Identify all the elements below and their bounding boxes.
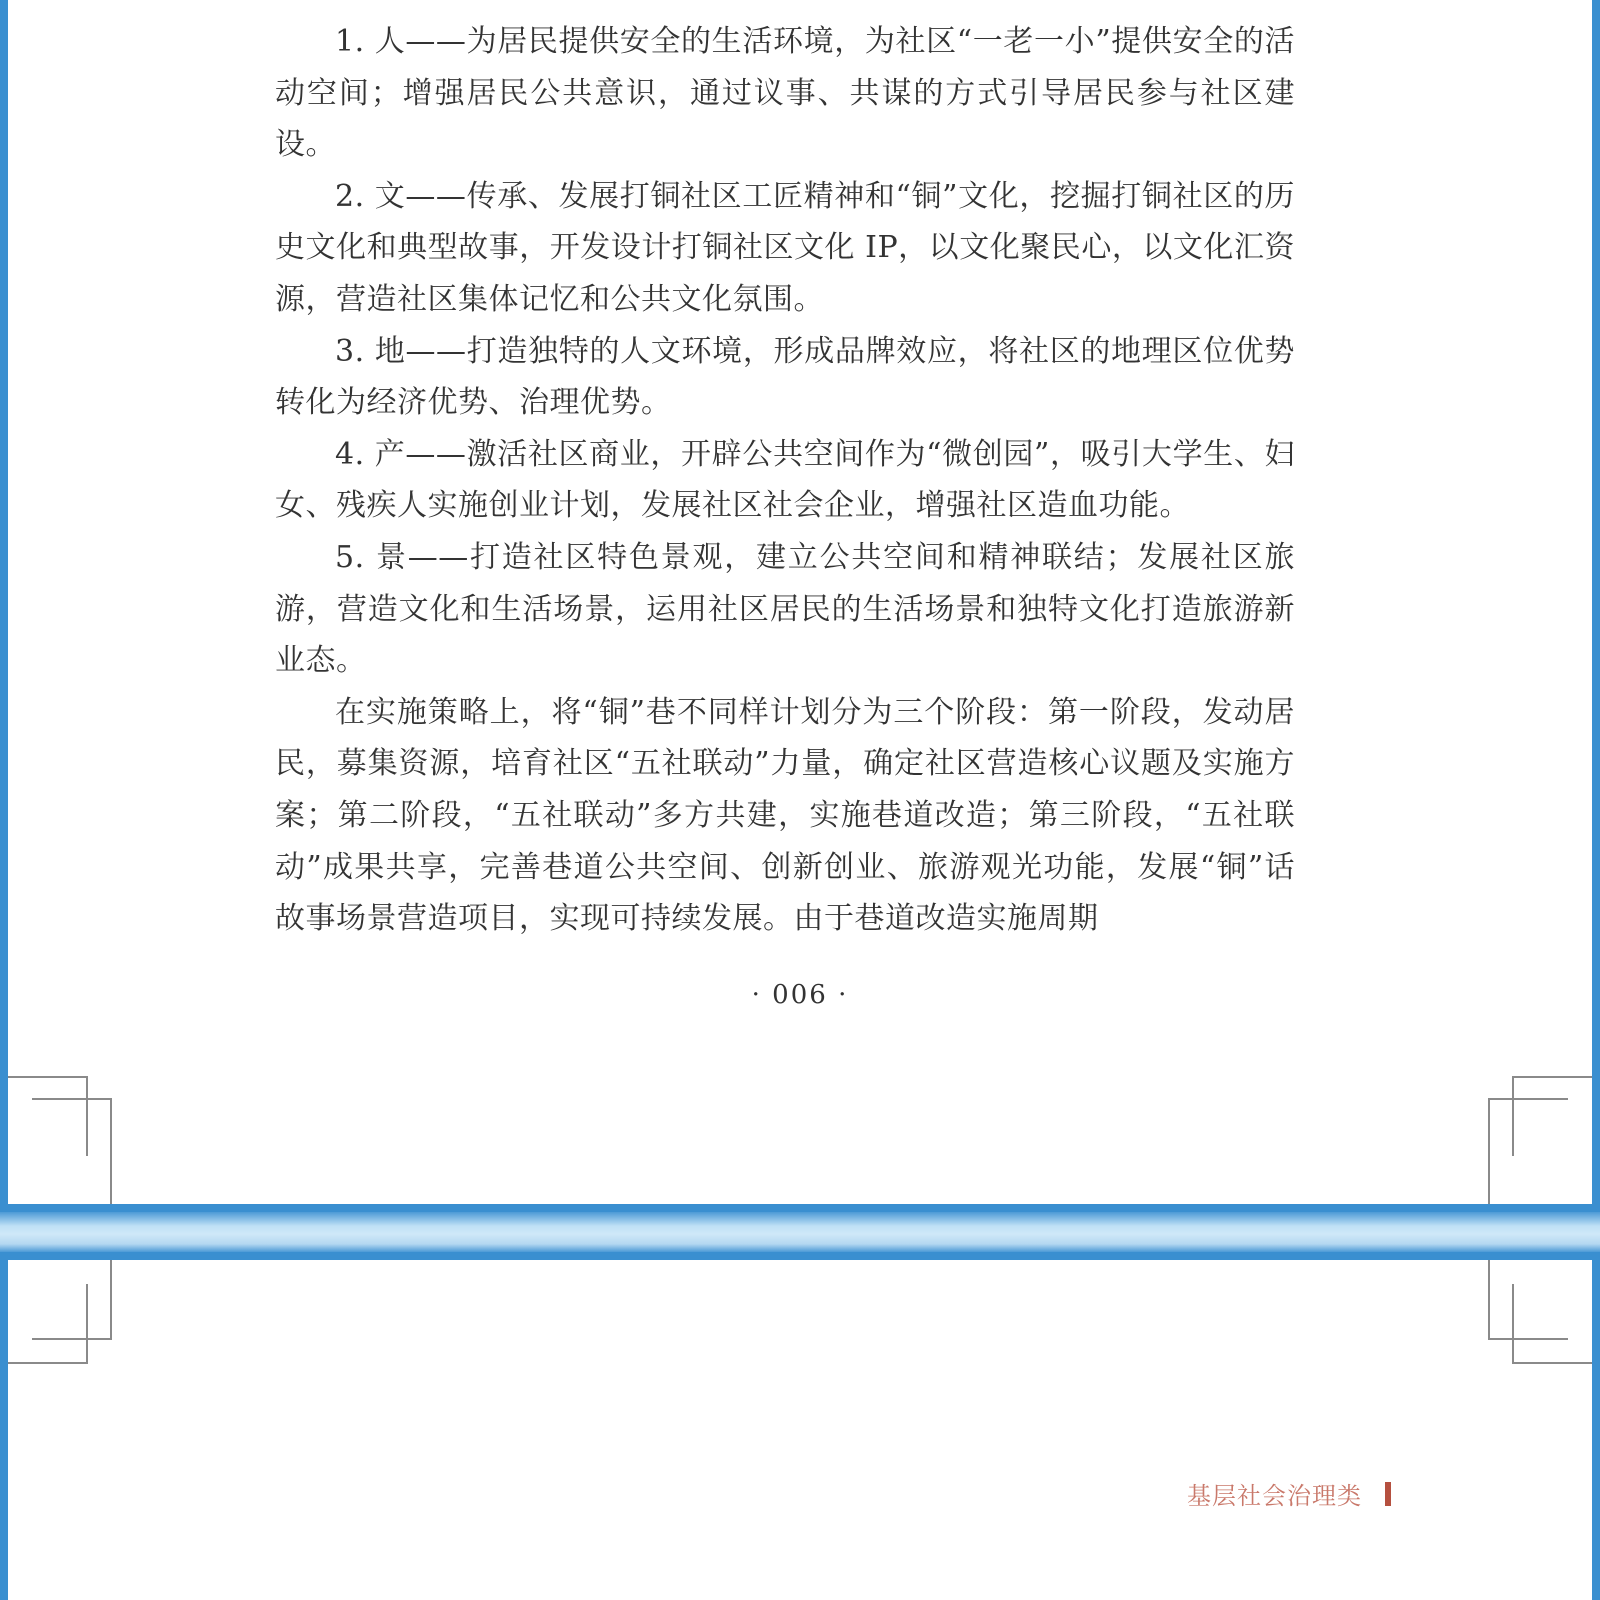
paragraph-landscape: 5. 景——打造社区特色景观，建立公共空间和精神联结；发展社区旅游，营造文化和生活场景，运用社区居民的生活场景和独特文化打造旅游新业态。 bbox=[275, 539, 1295, 679]
crop-mark-bottom-right-h2 bbox=[1488, 1098, 1568, 1100]
crop-mark-bottom-right-v1 bbox=[1512, 1076, 1514, 1156]
paragraph-people: 1. 人——为居民提供安全的生活环境，为社区“一老一小”提供安全的活动空间；增强居民公共意识，通过议事、共谋的方式引导居民参与社区建设。 bbox=[275, 24, 1295, 163]
crop-mark-top-right-v2 bbox=[1488, 1260, 1490, 1340]
body-text bbox=[275, 16, 1295, 945]
crop-mark-bottom-right-h1 bbox=[1512, 1076, 1592, 1078]
crop-mark-top-right-h1 bbox=[1512, 1362, 1592, 1364]
crop-mark-bottom-left-v2 bbox=[110, 1098, 112, 1204]
page-number: · 006 · bbox=[751, 980, 849, 1010]
page-gap bbox=[0, 1212, 1600, 1252]
crop-mark-bottom-left-v1 bbox=[86, 1076, 88, 1156]
section-marker-bar bbox=[1385, 1482, 1391, 1506]
crop-mark-bottom-left-h1 bbox=[8, 1076, 88, 1078]
crop-mark-bottom-right-v2 bbox=[1488, 1098, 1490, 1204]
paragraph-strategy: 在实施策略上，将“铜”巷不同样计划分为三个阶段：第一阶段，发动居民，募集资源，培育社区“五社联动”力量，确定社区营造核心议题及实施方案；第二阶段，“五社联动”多方共建，实施巷道改造；第三阶段，“五社联动”成果共享，完善巷道公共空间、创新创业、旅游观光功能，发展“铜”话故事场景营造项目，实现可持续发展。由于巷道改造实施周期 bbox=[275, 694, 1295, 937]
page-next bbox=[8, 1260, 1592, 1600]
crop-mark-top-left-v2 bbox=[110, 1260, 112, 1340]
paragraph-place: 3. 地——打造独特的人文环境，形成品牌效应，将社区的地理区位优势转化为经济优势、治理优势。 bbox=[275, 333, 1295, 421]
section-label: 基层社会治理类 bbox=[1187, 1482, 1362, 1510]
crop-mark-top-right-h2 bbox=[1488, 1338, 1568, 1340]
crop-mark-top-right-v1 bbox=[1512, 1284, 1514, 1364]
paragraph-culture: 2. 文——传承、发展打铜社区工匠精神和“铜”文化，挖掘打铜社区的历史文化和典型故事，开发设计打铜社区文化 IP，以文化聚民心，以文化汇资源，营造社区集体记忆和公共文化氛围。 bbox=[275, 178, 1295, 317]
paragraph-industry: 4. 产——激活社区商业，开辟公共空间作为“微创园”，吸引大学生、妇女、残疾人实施创业计划，发展社区社会企业，增强社区造血功能。 bbox=[275, 436, 1295, 524]
page-006 bbox=[8, 0, 1592, 1204]
crop-mark-bottom-left-h2 bbox=[32, 1098, 112, 1100]
crop-mark-top-left-h1 bbox=[8, 1362, 88, 1364]
crop-mark-top-left-v1 bbox=[86, 1284, 88, 1364]
crop-mark-top-left-h2 bbox=[32, 1338, 112, 1340]
